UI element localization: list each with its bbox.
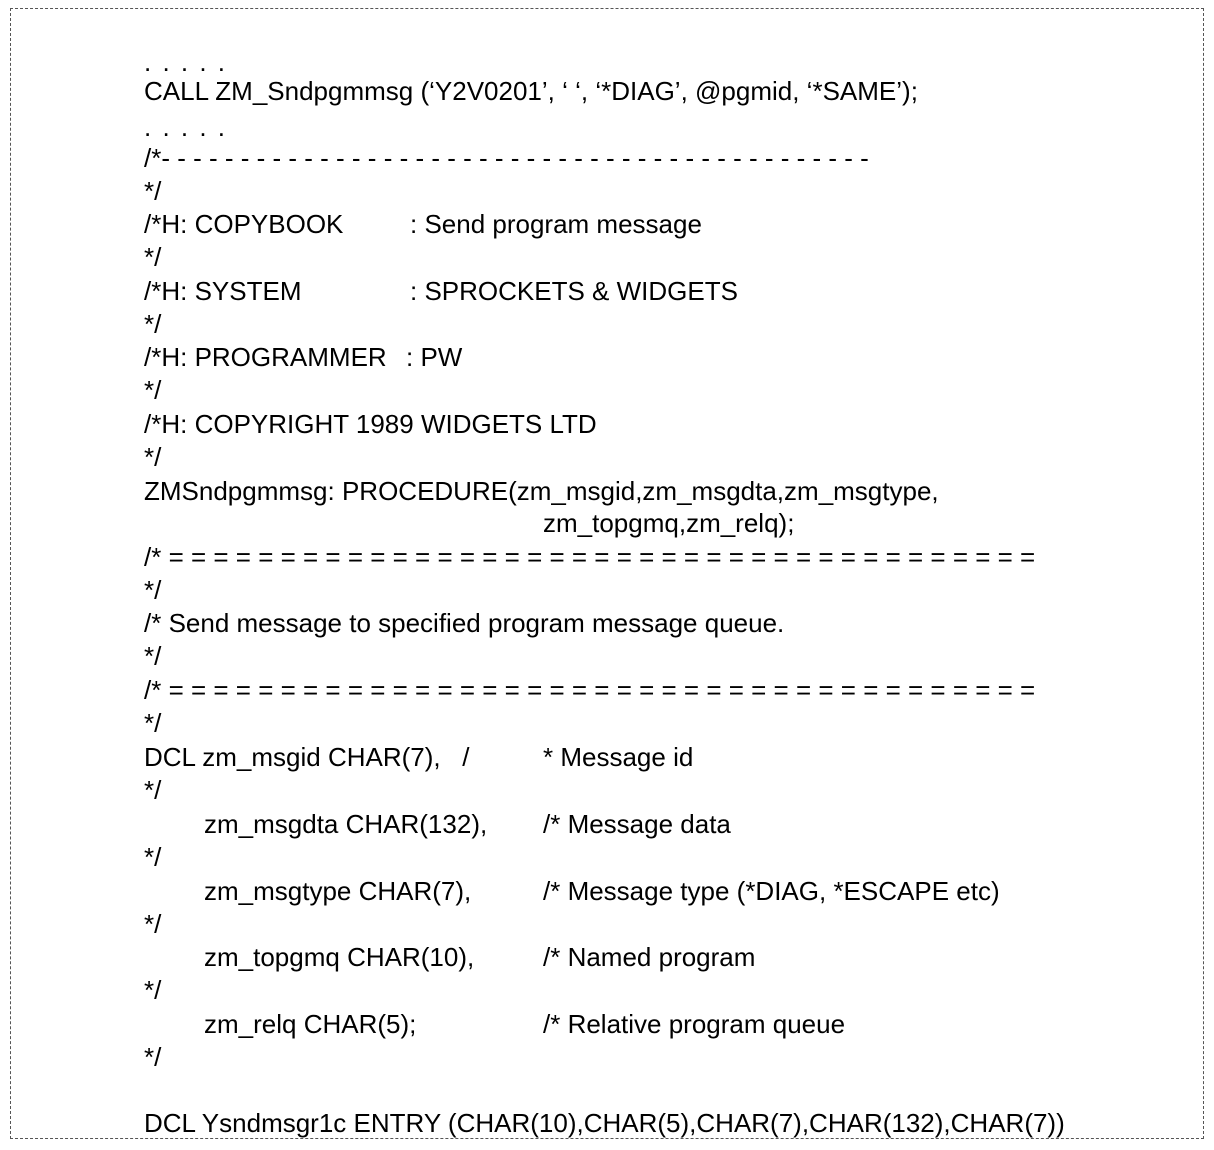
equals-comment-rule: /* = = = = = = = = = = = = = = = = = = = = = = = = = = = = = = = = = = = = = = = (144, 542, 1036, 572)
call-statement: CALL ZM_Sndpgmmsg (‘Y2V0201’, ‘ ‘, ‘*DIAG’, @pgmid, ‘*SAME’); (144, 76, 918, 106)
ellipsis-line: . . . . . (144, 47, 228, 77)
comment-end: */ (144, 375, 162, 405)
declare-msgdta-line (144, 809, 731, 839)
header-programmer-line (144, 342, 463, 372)
declare-code: zm_msgdta CHAR(132), (204, 809, 488, 839)
entry-declaration: DCL Ysndmsgr1c ENTRY (CHAR(10),CHAR(5),CHAR(7),CHAR(132),CHAR(7)) (144, 1108, 1065, 1138)
comment-end: */ (144, 1042, 162, 1072)
comment-end: */ (144, 442, 162, 472)
comment-end: */ (144, 975, 162, 1005)
header-copyright-line: /*H: COPYRIGHT 1989 WIDGETS LTD (144, 409, 597, 439)
comment-end: */ (144, 775, 162, 805)
header-programmer-value: : PW (406, 342, 463, 372)
declare-code: zm_topgmq CHAR(10), (204, 942, 475, 972)
dash-comment-rule: /*- - - - - - - - - - - - - - - - - - - - - - - - - - - - - - - - - - - - - - - - - - - - - (144, 143, 869, 173)
declare-comment: /* Message data (543, 809, 731, 839)
declare-msgid-line (144, 742, 694, 772)
header-programmer-label: /*H: PROGRAMMER (144, 342, 387, 372)
header-system-value: : SPROCKETS & WIDGETS (410, 276, 738, 306)
equals-comment-rule: /* = = = = = = = = = = = = = = = = = = = = = = = = = = = = = = = = = = = = = = = (144, 675, 1036, 705)
procedure-description: /* Send message to specified program message queue. (144, 608, 785, 638)
comment-end: */ (144, 176, 162, 206)
ellipsis-line: . . . . . (144, 112, 228, 142)
header-copybook-value: : Send program message (410, 209, 702, 239)
declare-msgtype-line (144, 876, 1000, 906)
declare-topgmq-line (144, 942, 756, 972)
header-copybook-label: /*H: COPYBOOK (144, 209, 344, 239)
header-system-label: /*H: SYSTEM (144, 276, 302, 306)
declare-comment: /* Relative program queue (543, 1009, 846, 1039)
header-copybook-line (144, 209, 702, 239)
declare-comment: /* Named program (543, 942, 756, 972)
comment-end: */ (144, 575, 162, 605)
comment-end: */ (144, 909, 162, 939)
comment-end: */ (144, 708, 162, 738)
declare-code: zm_msgtype CHAR(7), (204, 876, 472, 906)
declare-relq-line (144, 1009, 846, 1039)
declare-comment: * Message id (543, 742, 694, 772)
comment-end: */ (144, 641, 162, 671)
declare-comment: /* Message type (*DIAG, *ESCAPE etc) (543, 876, 1000, 906)
comment-end: */ (144, 242, 162, 272)
procedure-declaration: ZMSndpgmmsg: PROCEDURE(zm_msgid,zm_msgdta,zm_msgtype, (144, 476, 939, 506)
declare-code: DCL zm_msgid CHAR(7), / (144, 742, 470, 772)
header-system-line (144, 276, 738, 306)
declare-code: zm_relq CHAR(5); (204, 1009, 417, 1039)
procedure-declaration-continuation: zm_topgmq,zm_relq); (543, 508, 795, 538)
comment-end: */ (144, 842, 162, 872)
comment-end: */ (144, 309, 162, 339)
